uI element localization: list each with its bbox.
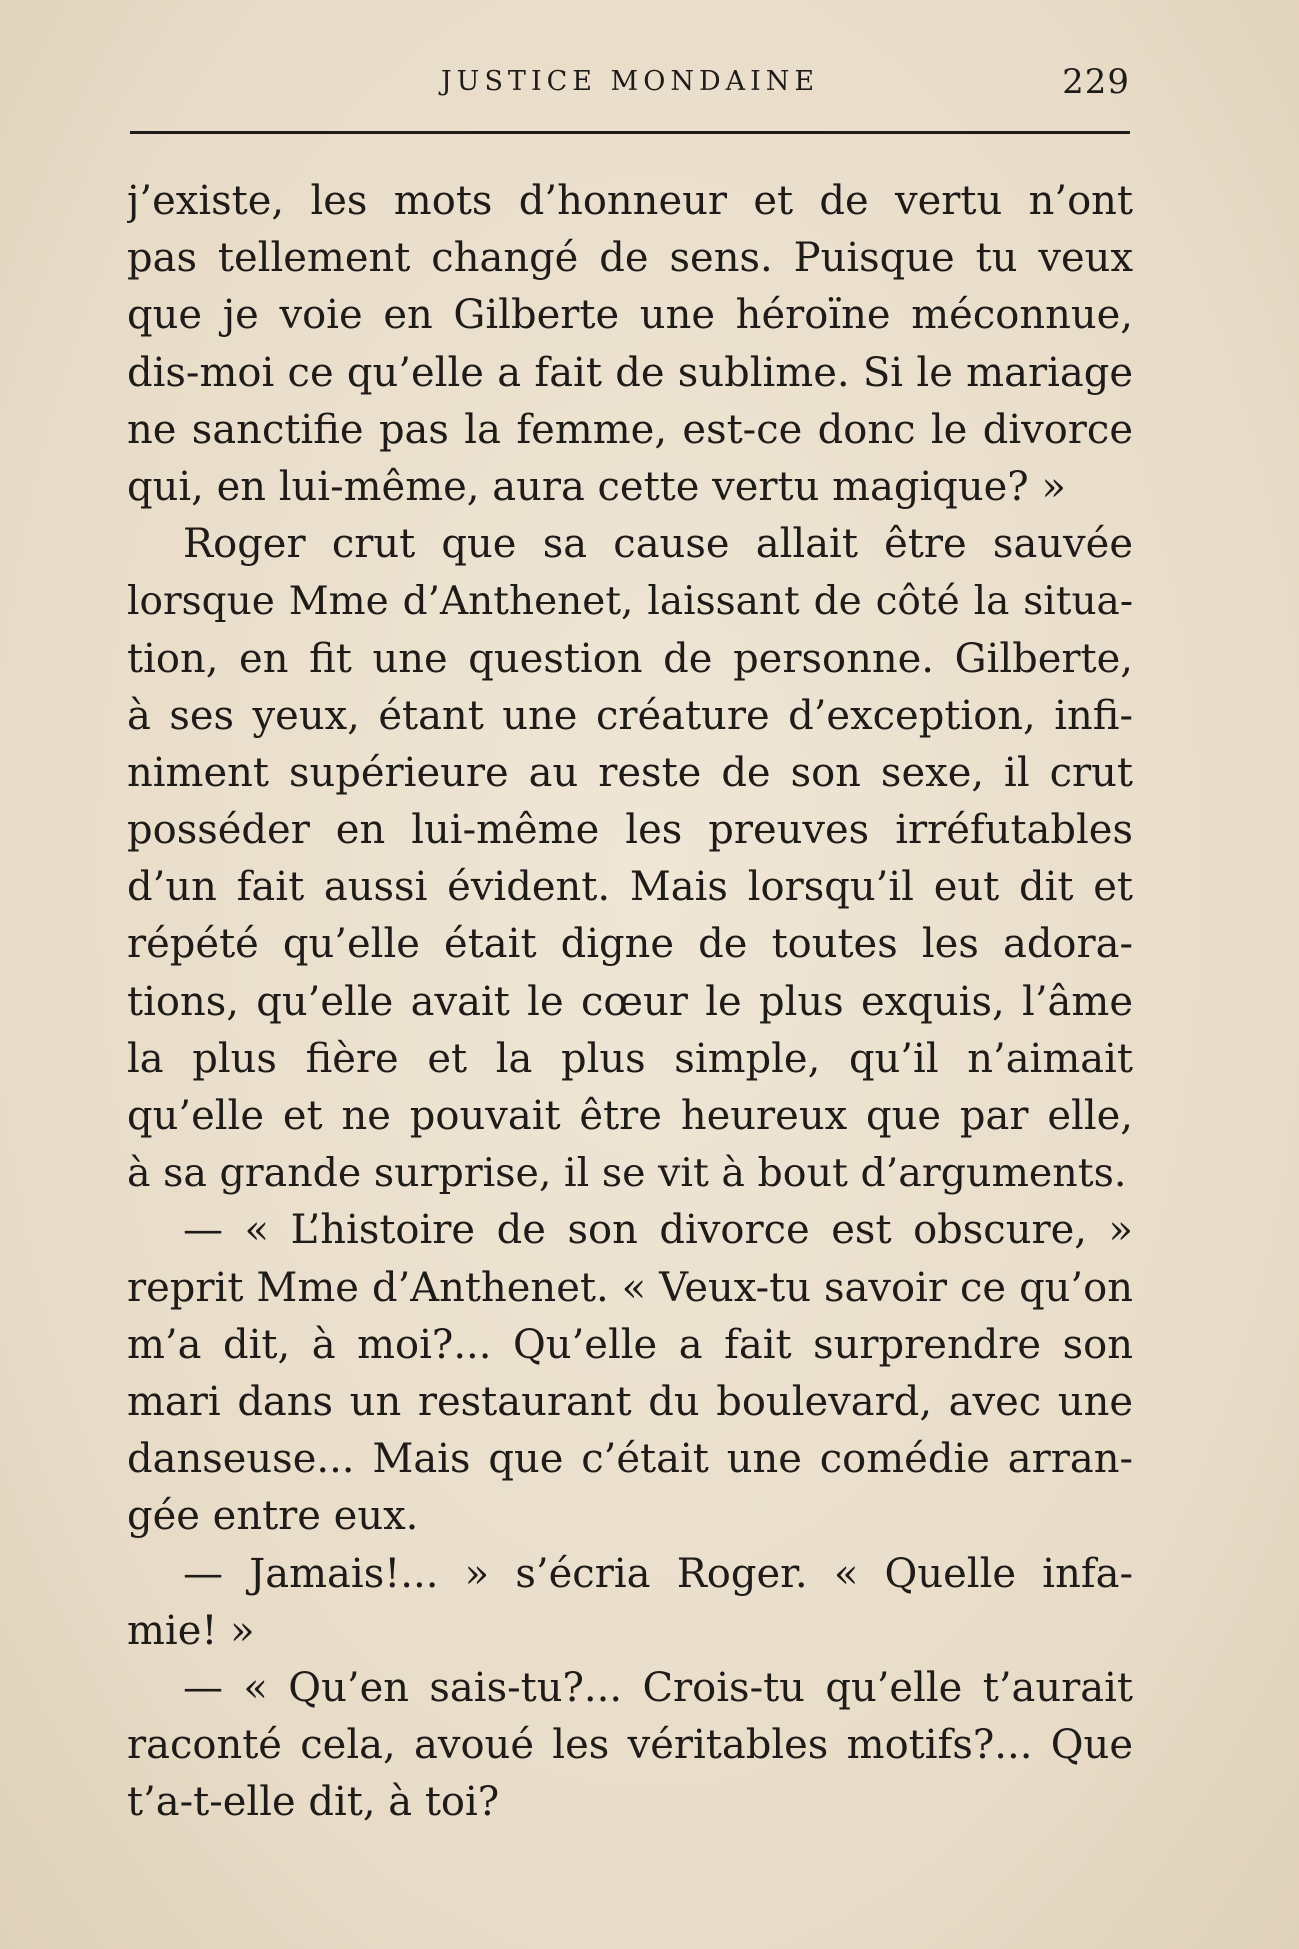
text-line: qui, en lui-même, aura cette vertu magique? » [127,463,1066,510]
page-number: 229 [1062,62,1130,102]
text-line: dis-moi ce qu’elle a fait de sublime. Si le mariage [127,349,1133,396]
text-line: tions, qu’elle avait le cœur le plus exquis, l’âme [127,978,1133,1025]
text-line: tion, en fit une question de personne. Gilberte, [127,635,1133,682]
text-line: Roger crut que sa cause allait être sauvée [183,521,1133,568]
page-header [130,62,1130,102]
text-line: — « L’histoire de son divorce est obscure, » [183,1207,1133,1254]
text-line: — Jamais!... » s’écria Roger. « Quelle infa- [183,1550,1133,1597]
text-line: qu’elle et ne pouvait être heureux que par elle, [127,1093,1133,1139]
text-line: t’a-t-elle dit, à toi? [127,1779,500,1826]
body-text [127,173,1133,1831]
text-line: pas tellement changé de sens. Puisque tu veux [127,235,1133,282]
running-title: JUSTICE MONDAINE [440,66,820,97]
text-line: niment supérieure au reste de son sexe, il crut [127,749,1133,796]
text-line: posséder en lui-même les preuves irréfutables [127,807,1133,854]
text-line: — « Qu’en sais-tu?... Crois-tu qu’elle t’aurait [183,1664,1133,1711]
text-line: à ses yeux, étant une créature d’exception, infi- [127,692,1133,739]
text-line: reprit Mme d’Anthenet. « Veux-tu savoir ce qu’on [127,1264,1133,1311]
text-line: m’a dit, à moi?... Qu’elle a fait surprendre son [127,1321,1133,1368]
text-line: la plus fière et la plus simple, qu’il n’aimait [127,1035,1133,1082]
text-line: d’un fait aussi évident. Mais lorsqu’il eut dit et [127,864,1133,911]
text-line: ne sanctifie pas la femme, est-ce donc le divorce [127,406,1133,453]
text-line: mie! » [127,1607,255,1654]
text-line: mari dans un restaurant du boulevard, avec une [127,1378,1133,1425]
text-line: à sa grande surprise, il se vit à bout d’arguments. [127,1150,1127,1197]
text-line: que je voie en Gilberte une héroïne méconnue, [127,292,1133,339]
text-line: raconté cela, avoué les véritables motifs?... Que [127,1722,1133,1769]
text-line: répété qu’elle était digne de toutes les adora- [127,921,1133,968]
text-line: danseuse... Mais que c’était une comédie arran- [127,1436,1133,1483]
text-line: j’existe, les mots d’honneur et de vertu n’ont [127,178,1133,224]
text-line: gée entre eux. [127,1493,419,1540]
header-rule [130,131,1130,134]
text-line: lorsque Mme d’Anthenet, laissant de côté la situa- [127,579,1133,625]
